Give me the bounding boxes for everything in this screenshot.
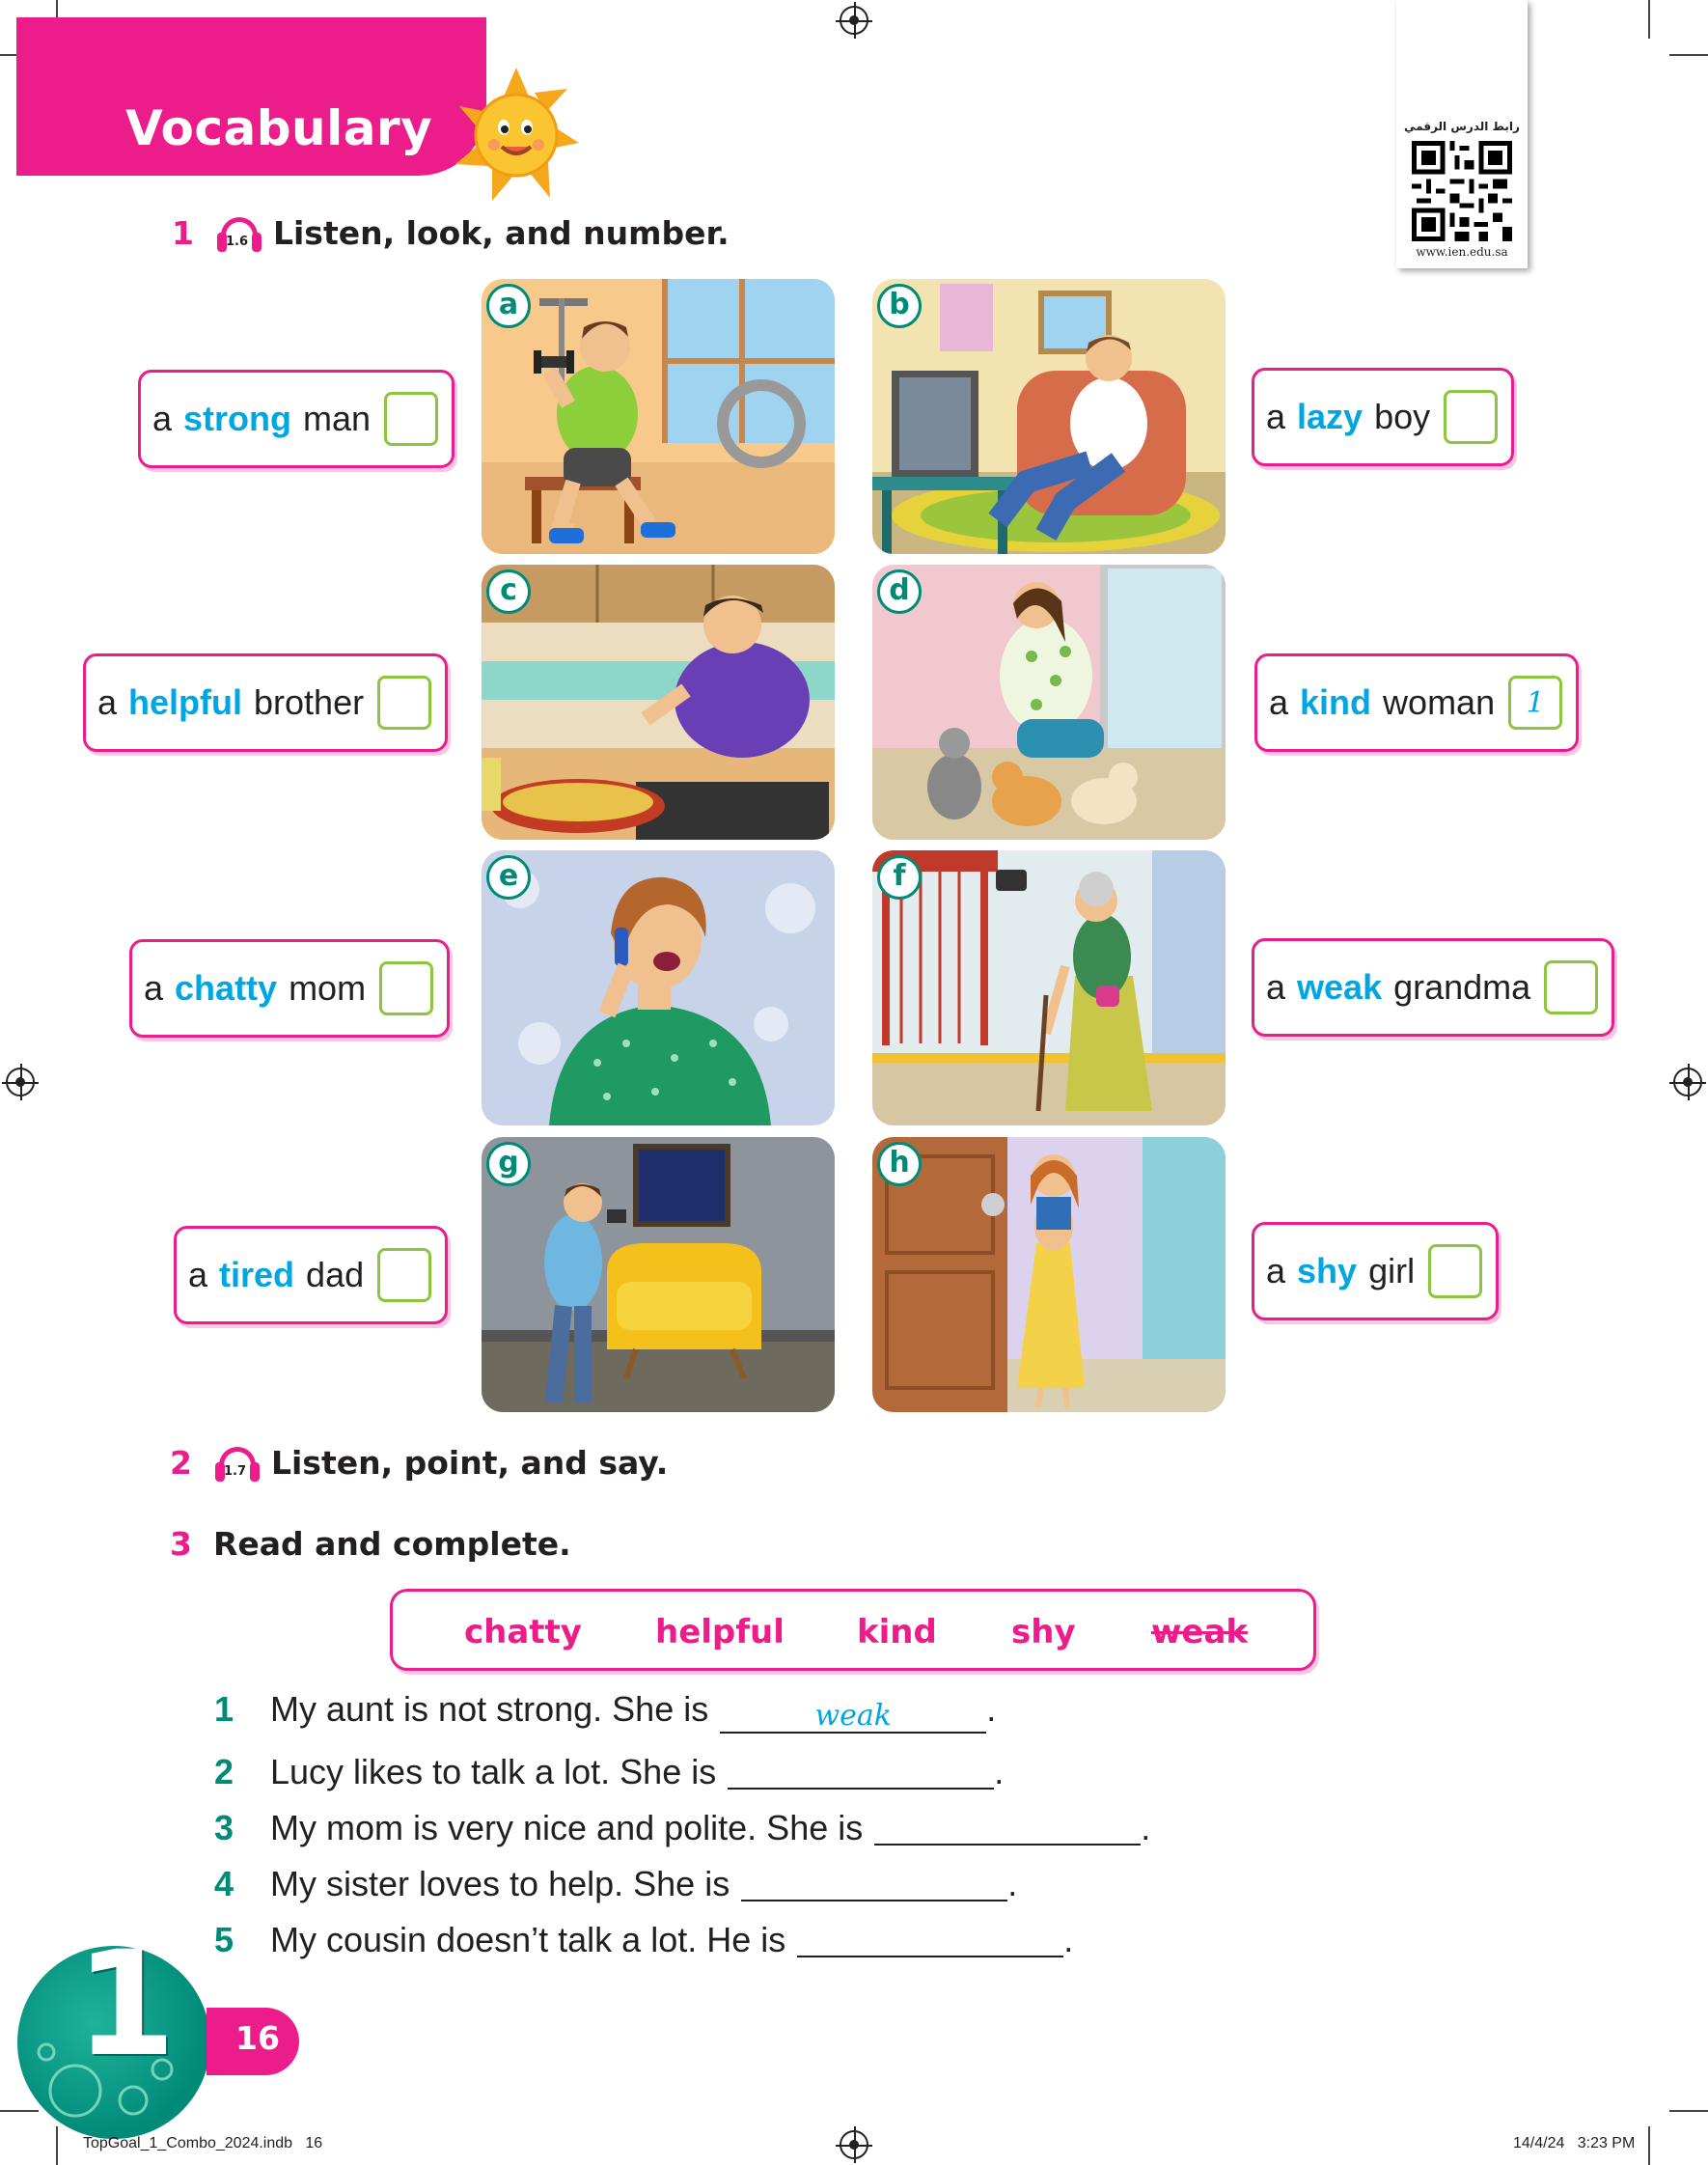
sentence-number: 3 bbox=[214, 1808, 234, 1847]
exercise-3-heading bbox=[170, 1525, 571, 1563]
answer-box[interactable] bbox=[384, 392, 438, 446]
picture-b-lazy-boy bbox=[872, 279, 1226, 554]
answer-box[interactable] bbox=[379, 961, 433, 1015]
word-bank-item: chatty bbox=[464, 1613, 582, 1652]
picture-e-chatty-mom bbox=[482, 850, 835, 1125]
section-title: Vocabulary bbox=[125, 100, 433, 156]
exercise-2-heading bbox=[170, 1444, 668, 1482]
picture-c-helpful-brother bbox=[482, 565, 835, 840]
crop-mark bbox=[1669, 54, 1708, 56]
picture-label: e bbox=[486, 855, 531, 900]
exercise-instruction: Listen, look, and number. bbox=[272, 214, 730, 252]
answer-blank[interactable] bbox=[720, 1695, 986, 1734]
sentence-text: My cousin doesn’t talk a lot. He is bbox=[270, 1920, 786, 1959]
sentence-number: 1 bbox=[214, 1689, 234, 1729]
headphones-icon[interactable] bbox=[215, 215, 263, 252]
page-number: 16 bbox=[235, 2019, 280, 2057]
registration-mark bbox=[840, 6, 868, 35]
word-adjective: lazy bbox=[1297, 397, 1364, 436]
word-article: a bbox=[1266, 397, 1286, 436]
picture-d-kind-woman bbox=[872, 565, 1226, 840]
word-adjective: weak bbox=[1297, 967, 1383, 1007]
exercise-instruction: Listen, point, and say. bbox=[270, 1444, 669, 1482]
crop-mark bbox=[0, 2110, 39, 2112]
exercise-1-heading bbox=[172, 214, 730, 252]
picture-label: h bbox=[877, 1142, 922, 1186]
answer-text: weak bbox=[814, 1699, 892, 1733]
word-box-chatty-mom bbox=[129, 939, 450, 1038]
word-article: a bbox=[1266, 967, 1286, 1007]
word-adjective: strong bbox=[183, 399, 292, 438]
print-slug-file: TopGoal_1_Combo_2024.indb 16 bbox=[83, 2135, 323, 2151]
word-noun: boy bbox=[1374, 397, 1431, 436]
word-article: a bbox=[1269, 682, 1289, 722]
picture-h-shy-girl bbox=[872, 1137, 1226, 1412]
crop-mark bbox=[1648, 0, 1650, 39]
sentence-number: 2 bbox=[214, 1752, 234, 1791]
picture-label: a bbox=[486, 284, 531, 328]
headphones-icon[interactable] bbox=[213, 1445, 262, 1482]
registration-mark bbox=[1673, 1068, 1702, 1096]
picture-f-weak-grandma bbox=[872, 850, 1226, 1125]
word-box-shy-girl bbox=[1252, 1222, 1499, 1320]
word-noun: brother bbox=[254, 682, 365, 722]
word-adjective: helpful bbox=[128, 682, 243, 722]
picture-g-tired-dad bbox=[482, 1137, 835, 1412]
sentence bbox=[214, 1801, 1150, 1848]
picture-label: c bbox=[486, 569, 531, 614]
crop-mark bbox=[56, 2126, 58, 2165]
sentence-number: 5 bbox=[214, 1920, 234, 1959]
answer-box[interactable] bbox=[1544, 960, 1598, 1014]
word-bank bbox=[390, 1589, 1316, 1671]
sentence-end: . bbox=[1007, 1864, 1018, 1903]
word-box-strong-man bbox=[138, 370, 455, 468]
word-box-helpful-brother bbox=[83, 653, 448, 752]
answer-box[interactable] bbox=[1428, 1244, 1482, 1298]
word-adjective: chatty bbox=[175, 968, 278, 1008]
answer-box[interactable] bbox=[377, 1248, 431, 1302]
word-article: a bbox=[188, 1255, 208, 1294]
qr-code-icon[interactable] bbox=[1407, 141, 1517, 241]
word-bank-item: shy bbox=[1011, 1613, 1076, 1652]
word-adjective: shy bbox=[1297, 1251, 1358, 1291]
exercise-instruction: Read and complete. bbox=[212, 1525, 571, 1563]
word-noun: man bbox=[303, 399, 372, 438]
registration-mark bbox=[6, 1068, 35, 1096]
word-noun: grandma bbox=[1393, 967, 1531, 1007]
sentence bbox=[214, 1913, 1073, 1960]
exercise-number: 1 bbox=[172, 214, 194, 252]
sentence bbox=[214, 1689, 997, 1733]
answer-blank[interactable] bbox=[797, 1919, 1063, 1957]
sentence-end: . bbox=[994, 1752, 1005, 1791]
word-bank-item: helpful bbox=[655, 1613, 785, 1652]
exercise-number: 2 bbox=[170, 1444, 192, 1482]
audio-track: 1.7 bbox=[223, 1463, 246, 1479]
answer-box[interactable] bbox=[1444, 390, 1498, 444]
sentence bbox=[214, 1745, 1004, 1792]
answer-blank[interactable] bbox=[728, 1751, 994, 1790]
picture-label: f bbox=[877, 855, 922, 900]
word-article: a bbox=[152, 399, 173, 438]
picture-a-strong-man bbox=[482, 279, 835, 554]
sentence-text: My sister loves to help. She is bbox=[270, 1864, 730, 1903]
word-noun: mom bbox=[289, 968, 367, 1008]
word-bank-item: kind bbox=[857, 1613, 937, 1652]
sentence bbox=[214, 1857, 1017, 1904]
sentence-end: . bbox=[1063, 1920, 1074, 1959]
answer-box[interactable]: 1 bbox=[1508, 676, 1562, 730]
word-box-tired-dad bbox=[174, 1226, 448, 1324]
word-box-weak-grandma bbox=[1252, 938, 1614, 1037]
answer-blank[interactable] bbox=[741, 1863, 1007, 1901]
word-box-lazy-boy bbox=[1252, 368, 1514, 466]
word-bank-item-used: weak bbox=[1151, 1613, 1249, 1652]
answer-blank[interactable] bbox=[874, 1807, 1141, 1846]
sentence-text: Lucy likes to talk a lot. She is bbox=[270, 1752, 717, 1791]
word-noun: girl bbox=[1368, 1251, 1416, 1291]
crop-mark bbox=[1648, 2126, 1650, 2165]
registration-mark bbox=[840, 2130, 868, 2159]
audio-track: 1.6 bbox=[225, 234, 248, 249]
word-adjective: tired bbox=[219, 1255, 295, 1294]
sentence-end: . bbox=[986, 1689, 997, 1729]
picture-label: b bbox=[877, 284, 922, 328]
sentence-number: 4 bbox=[214, 1864, 234, 1903]
word-adjective: kind bbox=[1300, 682, 1372, 722]
word-box-kind-woman bbox=[1254, 653, 1579, 752]
qr-url[interactable]: www.ien.edu.sa bbox=[1416, 245, 1508, 259]
word-noun: woman bbox=[1383, 682, 1496, 722]
sun-mascot-icon bbox=[454, 68, 579, 203]
qr-label: رابط الدرس الرقمي bbox=[1404, 120, 1520, 133]
picture-label: d bbox=[877, 569, 922, 614]
sentence-text: My aunt is not strong. She is bbox=[270, 1689, 709, 1729]
print-slug-date: 14/4/24 3:23 PM bbox=[1513, 2135, 1636, 2151]
picture-label: g bbox=[486, 1142, 531, 1186]
crop-mark bbox=[1669, 2110, 1708, 2112]
sentence-text: My mom is very nice and polite. She is bbox=[270, 1808, 864, 1847]
word-article: a bbox=[97, 682, 118, 722]
word-noun: dad bbox=[306, 1255, 365, 1294]
unit-number: 1 bbox=[75, 1921, 177, 2089]
word-article: a bbox=[1266, 1251, 1286, 1291]
word-article: a bbox=[144, 968, 164, 1008]
exercise-number: 3 bbox=[170, 1525, 192, 1563]
sentence-end: . bbox=[1141, 1808, 1151, 1847]
answer-box[interactable] bbox=[377, 676, 431, 730]
